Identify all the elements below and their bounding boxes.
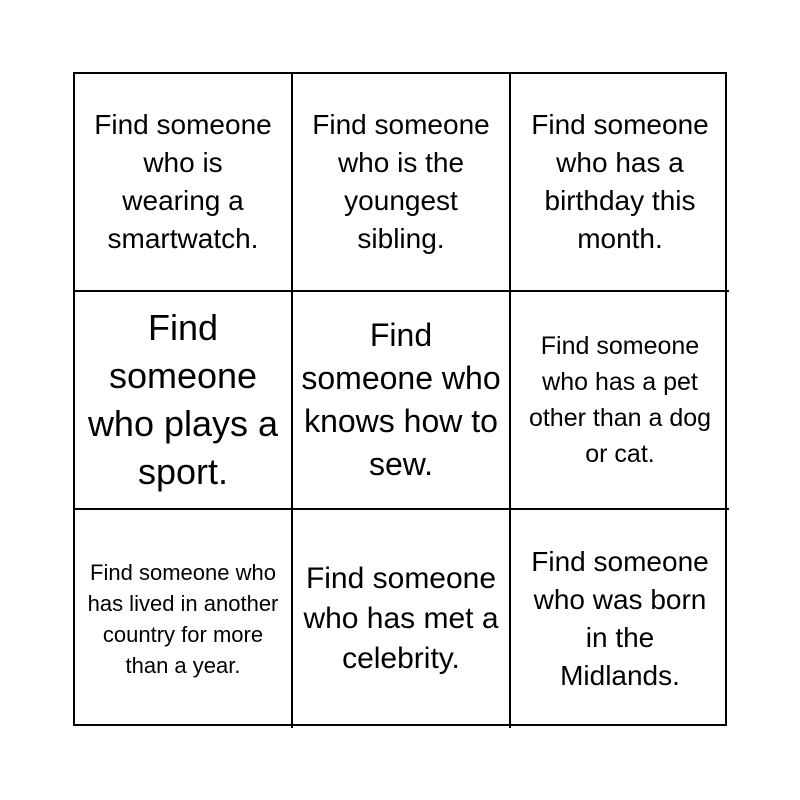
bingo-cell-text: Find someone who was born in the Midlands.	[531, 546, 709, 691]
bingo-cell-text: Find someone who has lived in another country for more than a year.	[87, 560, 279, 678]
bingo-cell-4[interactable]	[75, 292, 293, 510]
bingo-cell-9[interactable]	[511, 510, 729, 728]
bingo-cell-text: Find someone who plays a sport.	[87, 307, 279, 492]
bingo-cell-7[interactable]	[75, 510, 293, 728]
bingo-board	[73, 72, 727, 726]
bingo-cell-3[interactable]	[511, 74, 729, 292]
bingo-cell-text: Find someone who is the youngest sibling.	[312, 109, 490, 254]
bingo-cell-8[interactable]	[293, 510, 511, 728]
bingo-cell-text: Find someone who has a pet other than a dog or cat.	[528, 332, 712, 468]
bingo-cell-6[interactable]	[511, 292, 729, 510]
bingo-cell-text: Find someone who is wearing a smartwatch.	[94, 109, 272, 254]
bingo-cell-2[interactable]	[293, 74, 511, 292]
bingo-cell-text: Find someone who knows how to sew.	[301, 317, 501, 482]
bingo-cell-text: Find someone who has a birthday this month.	[531, 109, 709, 254]
bingo-cell-5[interactable]	[293, 292, 511, 510]
bingo-cell-1[interactable]	[75, 74, 293, 292]
bingo-cell-text: Find someone who has met a celebrity.	[303, 562, 499, 675]
